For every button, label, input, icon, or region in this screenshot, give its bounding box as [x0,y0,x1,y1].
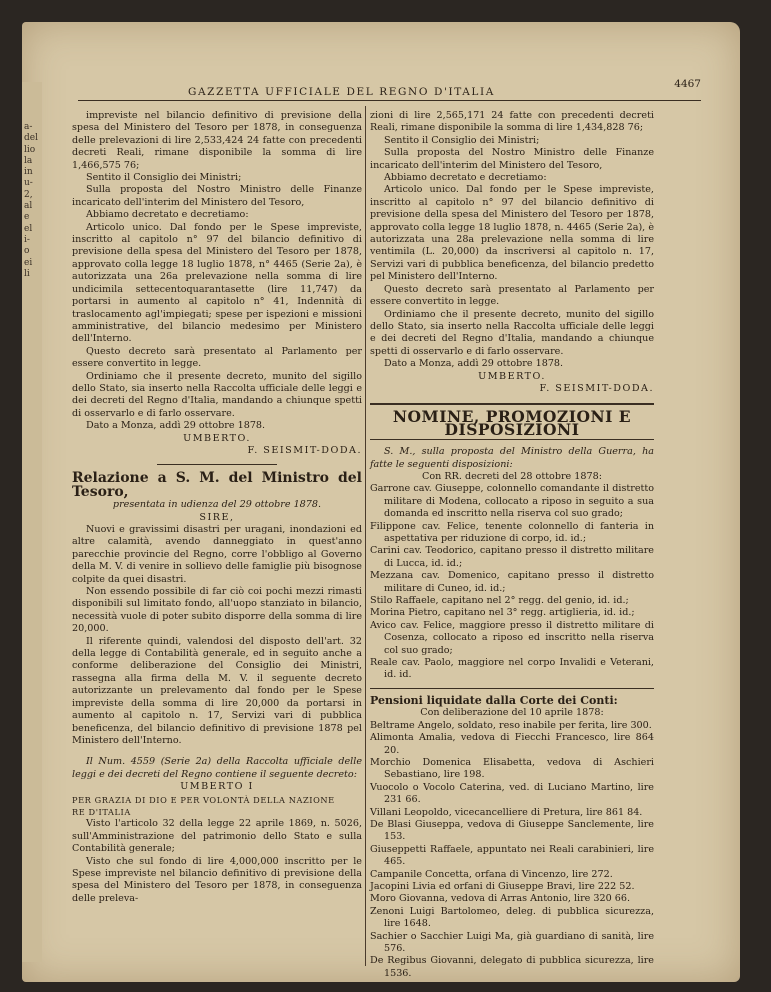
decree-article: Articolo unico. Dal fondo per le Spese impreviste, inscritto al capitolo n° 97 del bilancio definitivo di previsione della spesa del Ministero del Tesoro per 1878, approvato colla legge 18 luglio 1878, n. 4465 (Serie 2a), è autorizzata una 28a prelevazione nella somma di lire ventimila (L. 20,000) da inscriversi al capitolo n. 17, Servizi vari di pubblica beneficenza, del bilancio predetto pel Ministero dell'Interno. [370,184,654,283]
edge-fragment: 2, [24,189,33,200]
pension-entry: Jacopini Livia ed orfani di Giuseppe Bravi, lire 222 52. [370,880,635,892]
edge-fragment: o [24,246,30,257]
right-column [370,110,654,980]
pension-entry: Vuocolo o Vocolo Caterina, ved. di Luciano Martino, lire 231 66. [370,781,654,806]
pension-entry: Alimonta Amalia, vedova di Fiecchi Francesco, lire 864 20. [370,732,654,756]
pension-entry: Morchio Domenica Elisabetta, vedova di Aschieri Sebastiano, lire 198. [370,756,654,781]
appointment-entry: Carini cav. Teodorico, capitano presso il distretto militare di Lucca, id. id.; [370,545,654,569]
gazette-title: GAZZETTA UFFICIALE DEL REGNO D'ITALIA [188,86,495,98]
separator [370,688,654,689]
decree-text: Ordiniamo che il presente decreto, munito del sigillo dello Stato, sia inserto nella Raccolta ufficiale delle leggi e dei decreti del Regno d'Italia, mandando a chiunque spetti di osservarlo e di farlo osservare. [72,370,362,419]
decree-text: Visto che sul fondo di lire 4,000,000 inscritto per le Spese impreviste nel bilancio definitivo di previsione della spesa del Ministero del Tesoro per 1878, in conseguenza delle preleva- [72,855,362,904]
by-grace-line: PER GRAZIA DI DIO E PER VOLONTÀ DELLA NAZIONE [72,794,335,805]
decree-text: Sulla proposta del Nostro Ministro delle Finanze incaricato dell'interim del Ministero del Tesoro, [72,184,362,208]
nomine-heading: NOMINE, PROMOZIONI E DISPOSIZIONI [370,403,654,440]
decree-number-intro: Il Num. 4559 (Serie 2a) della Raccolta ufficiale delle leggi e dei decreti del Regno contiene il seguente decreto: [72,756,362,780]
appointment-entry: Reale cav. Paolo, maggiore nel corpo Invalidi e Veterani, id. id. [370,657,654,681]
edge-fragment: la [24,155,33,166]
pension-entry: Sachier o Sacchier Luigi Ma, già guardiano di sanità, lire 576. [370,930,654,954]
pension-entry: Villani Leopoldo, vicecancelliere di Pretura, lire 861 84. [370,806,643,818]
column-divider [365,106,366,966]
decree-text: Questo decreto sarà presentato al Parlamento per essere convertito in legge. [370,283,654,308]
pension-entry: De Blasi Giuseppa, vedova di Giuseppe Sanclemente, lire 153. [370,818,654,843]
king-name: UMBERTO I [180,781,254,793]
appointment-entry: Stilo Raffaele, capitano nel 2° regg. del genio, id. id.; [370,595,629,607]
decree-text: zioni di lire 2,565,171 24 fatte con precedenti decreti Reali, rimane disponibile la somma di lire 1,434,828 76; [370,110,654,134]
relazione-paragraph: Non essendo possibile di far ciò coi pochi mezzi rimasti disponibili sul limitato fondo, all'uopo stanziato in bilancio, necessità vuole di poter subito disporre della somma di lire 20,000. [72,586,362,635]
pension-entry: Campanile Concetta, orfana di Vincenzo, lire 272. [370,868,613,880]
signature-minister: F. SEISMIT-DODA. [539,382,654,394]
appointments-list [370,483,654,682]
edge-fragment: ei [24,257,33,268]
relazione-subtitle: presentata in udienza del 29 ottobre 1878. [112,499,322,511]
signature-minister: F. SEISMIT-DODA. [247,444,362,456]
pensions-list [370,720,654,981]
relazione-paragraph: Nuovi e gravissimi disastri per uragani, inondazioni ed altre calamità, avendo danneggiato in quest'anno parecchie provincie del Regno, corre l'obbligo al Governo della M. V. di venire in sollievo delle famiglie più bisognose colpite da quei disastri. [72,524,362,585]
rr-decreti: Con RR. decreti del 28 ottobre 1878: [422,470,602,482]
edge-fragment: in [24,167,33,178]
decree-text: impreviste nel bilancio definitivo di previsione della spesa del Ministero del Tesoro per 1878, in conseguenza delle prelevazioni di lire 2,533,424 24 fatte con precedenti decreti Reali, rimane disponibile la somma di lire 1,466,575 76; [72,110,362,171]
pension-entry: De Regibus Giovanni, delegato di pubblica sicurezza, lire 1536. [370,955,654,979]
pension-entry: Beltrame Angelo, soldato, reso inabile per ferita, lire 300. [370,719,652,731]
relazione-title: Relazione a S. M. del Ministro del Tesoro, [72,470,362,500]
edge-fragment: al [24,201,33,212]
sm-intro: S. M., sulla proposta del Ministro della Guerra, ha fatte le seguenti disposizioni: [370,446,654,470]
pension-entry: Zenoni Luigi Bartolomeo, deleg. di pubblica sicurezza, lire 1648. [370,905,654,930]
edge-fragment: a- [24,122,33,132]
appointment-entry: Avico cav. Felice, maggiore presso il distretto militare di Cosenza, collocato a riposo ed inscritto nella riserva col suo grado; [370,619,654,656]
edge-fragment: u- [24,178,33,189]
decree-date: Dato a Monza, addì 29 ottobre 1878. [86,420,266,432]
relazione-paragraph: Il riferente quindi, valendosi del disposto dell'art. 32 della legge di Contabilità generale, ed in seguito anche a conforme deliberazione del Consiglio dei Ministri, rassegna alla firma della M. V. il seguente decreto autorizzante un prelevamento dal fondo per le Spese impreviste della somma di lire 20,000 da portarsi in aumento al capitolo n. 17, Servizi vari di pubblica beneficenza, del bilancio definitivo di previsione 1878 pel Ministero dell'Interno. [72,635,362,746]
adjacent-page-edge [22,82,42,962]
decree-text: Sentito il Consiglio dei Ministri; [384,134,540,146]
decree-text: Sulla proposta del Nostro Ministro delle Finanze incaricato dell'interim del Ministero del Tesoro, [370,147,654,171]
decree-text: Abbiamo decretato e decretiamo: [384,172,547,184]
edge-fragment: el [24,223,33,234]
page-header [78,60,701,101]
appointment-entry: Garrone cav. Giuseppe, colonnello comandante il distretto militare di Modena, collocato a riposo in seguito a sua domanda ed inscritto nella riserva col suo grado; [370,483,654,520]
separator [157,464,277,465]
edge-fragment: del [24,133,38,144]
sire: SIRE, [199,511,235,523]
edge-fragment: li [24,268,30,279]
decree-text: Questo decreto sarà presentato al Parlamento per essere convertito in legge. [72,345,362,370]
pensioni-deliberation: Con deliberazione del 10 aprile 1878: [420,707,604,719]
edge-fragment: lio [24,144,36,155]
pensioni-heading: Pensioni liquidate dalla Corte dei Conti: [370,693,618,707]
appointment-entry: Filippone cav. Felice, tenente colonnello di fanteria in aspettativa per riduzione di corpo, id. id.; [370,520,654,544]
signature-king: UMBERTO. [183,432,251,444]
edge-fragment: i- [24,234,30,245]
pension-entry: Moro Giovanna, vedova di Arras Antonio, lire 320 66. [370,893,631,905]
decree-text: Sentito il Consiglio dei Ministri; [86,172,242,184]
decree-date: Dato a Monza, addì 29 ottobre 1878. [384,358,564,370]
decree-article: Articolo unico. Dal fondo per le Spese impreviste, inscritto al capitolo n° 97 del bilancio definitivo di previsione della spesa del Ministero del Tesoro per 1878, approvato colla legge 18 luglio 1878, n° 4465 (Serie 2a), è autorizzata una 26a prelevazione nella somma di lire undicimila settecentoquarantasette (lire 11,747) da portarsi in aumento al capitolo n° 41, Indennità di traslocamento agl'impiegati; spese per ispezioni e missioni amministrative, del bilancio medesimo per Ministero dell'Interno. [72,221,362,345]
page-number: 4467 [674,78,701,90]
edge-fragment: e [24,212,30,223]
left-column [72,110,362,905]
appointment-entry: Mezzana cav. Domenico, capitano presso il distretto militare di Cuneo, id. id.; [370,570,654,594]
decree-text: Visto l'articolo 32 della legge 22 aprile 1869, n. 5026, sull'Amministrazione del patrimonio dello Stato e sulla Contabilità generale; [72,818,362,855]
appointment-entry: Morina Pietro, capitano nel 3° regg. artiglieria, id. id.; [370,607,635,619]
re-ditalia: RE D'ITALIA [72,806,131,817]
pension-entry: Giuseppetti Raffaele, appuntato nei Reali carabinieri, lire 465. [370,843,654,868]
signature-king: UMBERTO. [478,370,546,382]
decree-text: Abbiamo decretato e decretiamo: [86,209,249,221]
decree-text: Ordiniamo che il presente decreto, munito del sigillo dello Stato, sia inserto nella Raccolta ufficiale delle leggi e dei decreti del Regno d'Italia, mandando a chiunque spetti di osservarlo e di farlo osservare. [370,308,654,357]
